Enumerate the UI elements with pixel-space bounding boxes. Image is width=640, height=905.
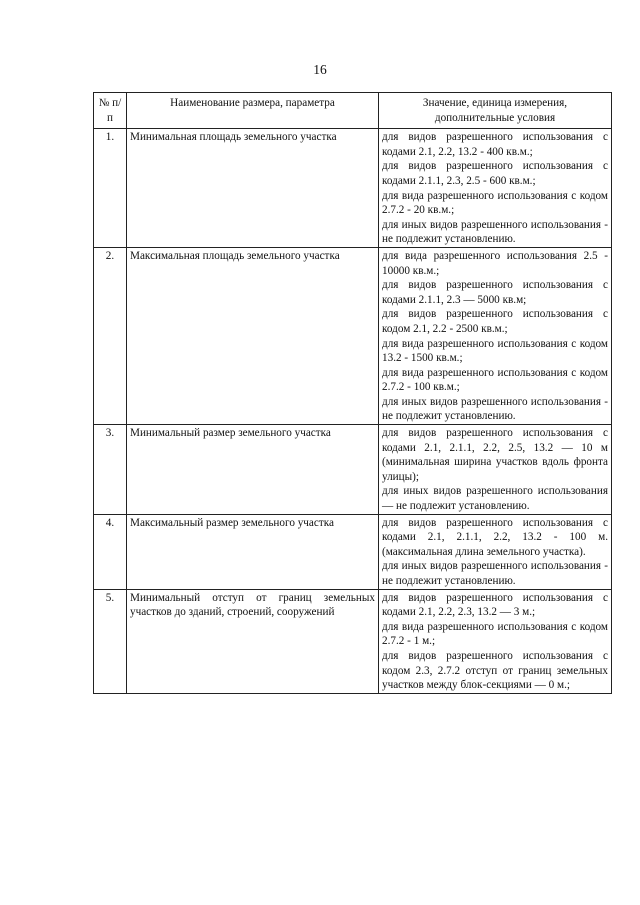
value-condition: для вида разрешенного использования с кодом 2.7.2 - 100 кв.м.;: [382, 366, 608, 394]
parameter-value: [379, 514, 612, 589]
value-condition: для видов разрешенного использования с кодами 2.1, 2.1.1, 2.2, 13.2 - 100 м. (максимальная длина земельного участка).: [382, 516, 608, 558]
value-condition: для видов разрешенного использования с кодом 2.1, 2.2 - 2500 кв.м.;: [382, 308, 608, 335]
value-condition: для вида разрешенного использования с кодом 2.7.2 - 1 м.;: [382, 620, 608, 648]
value-condition: для иных видов разрешенного использования - не подлежит установлению.: [382, 395, 608, 423]
row-number: 3.: [94, 425, 127, 515]
value-condition: для иных видов разрешенного использования — не подлежит установлению.: [382, 485, 608, 513]
value-condition: для иных видов разрешенного использования - не подлежит установлению.: [382, 218, 608, 246]
value-condition: для видов разрешенного использования с кодами 2.1.1, 2.3, 2.5 - 600 кв.м.;: [382, 160, 608, 187]
row-number: 2.: [94, 247, 127, 424]
table-row: [94, 425, 612, 515]
value-condition: для видов разрешенного использования с кодами 2.1, 2.2, 13.2 - 400 кв.м.;: [382, 131, 608, 158]
parameter-name: Максимальная площадь земельного участка: [127, 247, 379, 424]
value-condition: для видов разрешенного использования с кодами 2.1.1, 2.3 — 5000 кв.м;: [382, 279, 608, 306]
header-parameter-name: Наименование размера, параметра: [127, 93, 379, 129]
parameter-value: [379, 247, 612, 424]
value-condition: для вида разрешенного использования с кодом 2.7.2 - 20 кв.м.;: [382, 189, 608, 217]
row-number: 5.: [94, 589, 127, 693]
parameter-value: [379, 589, 612, 693]
row-number: 4.: [94, 514, 127, 589]
parameter-name: Максимальный размер земельного участка: [127, 514, 379, 589]
parameter-name: Минимальный отступ от границ земельных участков до зданий, строений, сооружений: [127, 589, 379, 693]
value-condition: для видов разрешенного использования с кодом 2.3, 2.7.2 отступ от границ земельных участков между блок-секциями — 0 м.;: [382, 649, 608, 692]
table-row: [94, 129, 612, 248]
parameter-name: Минимальная площадь земельного участка: [127, 129, 379, 248]
value-condition: для вида разрешенного использования с кодом 13.2 - 1500 кв.м.;: [382, 337, 608, 365]
row-number: 1.: [94, 129, 127, 248]
parameters-table: [93, 92, 612, 694]
page-number: 16: [313, 62, 327, 77]
parameter-value: [379, 425, 612, 515]
header-value: Значение, единица измерения, дополнительные условия: [379, 93, 612, 129]
table-header-row: [94, 93, 612, 129]
value-condition: для вида разрешенного использования 2.5 - 10000 кв.м.;: [382, 249, 608, 277]
value-condition: для видов разрешенного использования с кодами 2.1, 2.1.1, 2.2, 2.5, 13.2 — 10 м (минимальная ширина участков вдоль фронта улицы);: [382, 427, 608, 483]
parameter-value: [379, 129, 612, 248]
value-condition: для иных видов разрешенного использования - не подлежит установлению.: [382, 560, 608, 587]
parameter-name: Минимальный размер земельного участка: [127, 425, 379, 515]
value-condition: для видов разрешенного использования с кодами 2.1, 2.2, 2.3, 13.2 — 3 м.;: [382, 591, 608, 619]
header-number: № п/п: [94, 93, 127, 129]
table-row: [94, 247, 612, 424]
table-row: [94, 514, 612, 589]
table-row: [94, 589, 612, 693]
